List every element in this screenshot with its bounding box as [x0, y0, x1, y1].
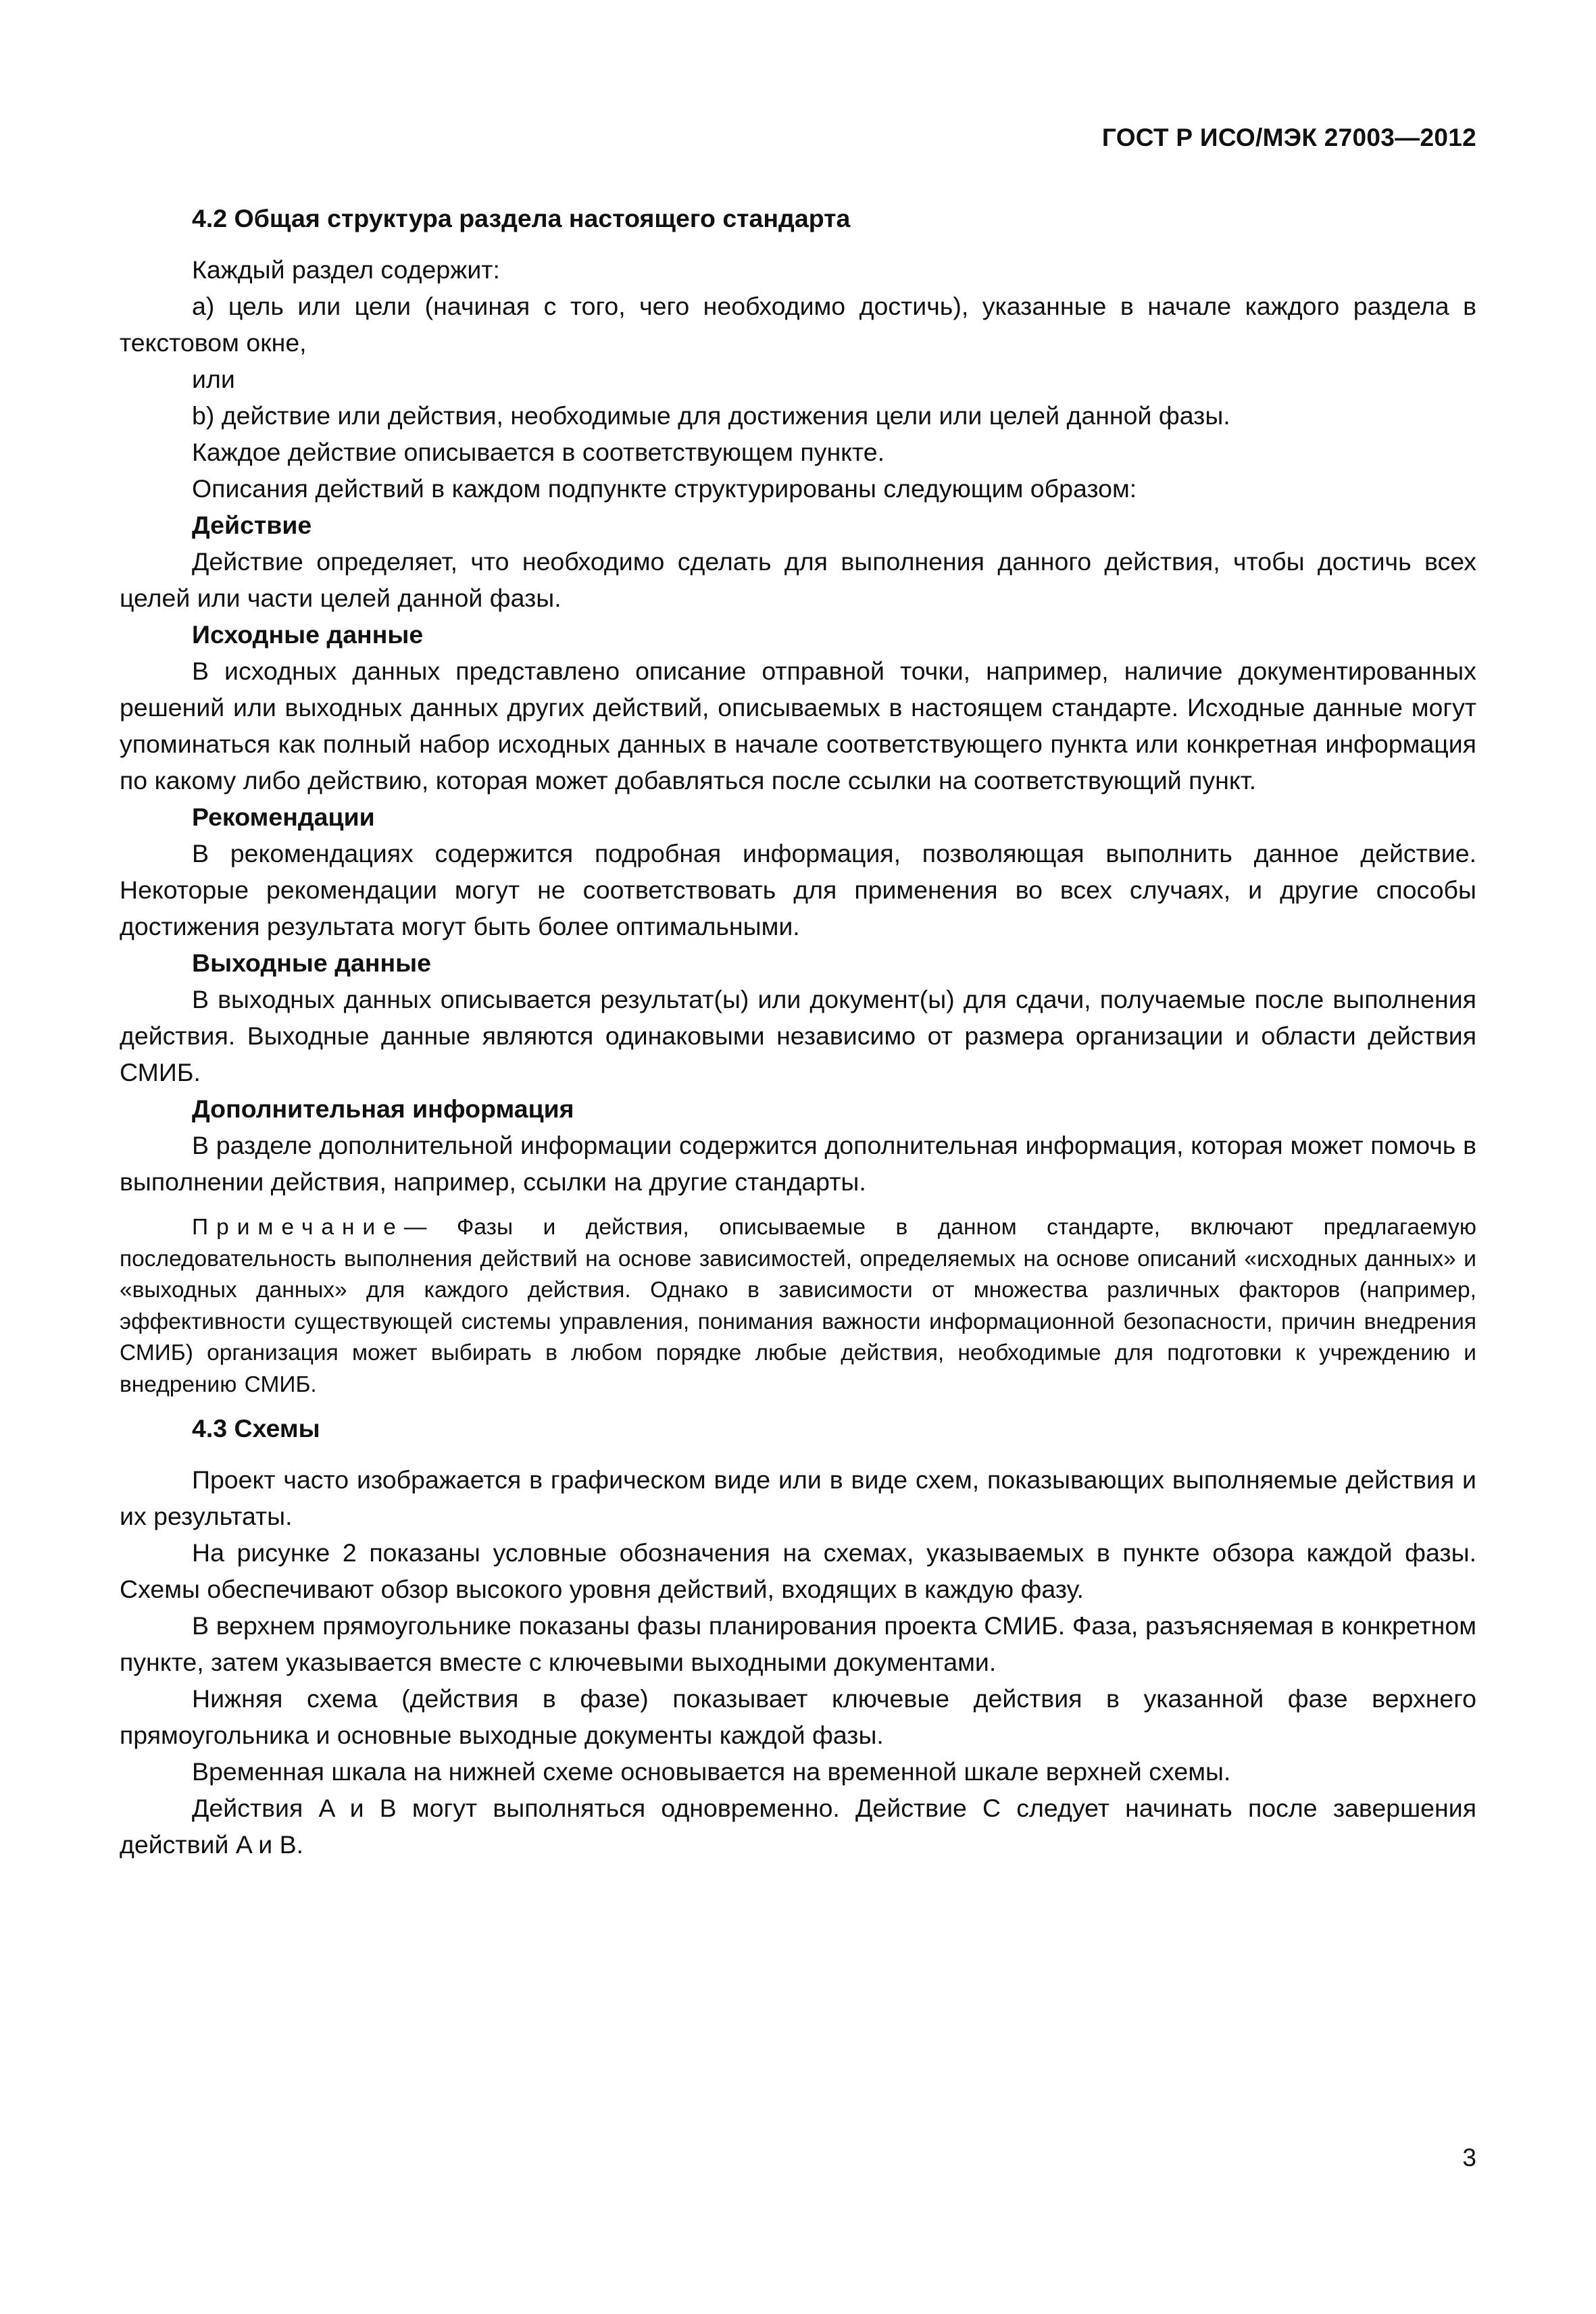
paragraph: Каждый раздел содержит:: [192, 255, 500, 284]
note: [120, 1212, 1476, 1401]
paragraph: a) цель или цели (начиная с того, чего необходимо достичь), указанные в начале каждого раздела в текстовом окне,: [120, 292, 1476, 357]
paragraph: Описания действий в каждом подпункте структурированы следующим образом:: [192, 474, 1137, 503]
note-text: — Фазы и действия, описываемые в данном стандарте, включают предлагаемую последовательность выполнения действий на основе зависимостей, определяемых на основе описаний «исходных данных» и «выходных данных» для каждого действия. Однако в зависимости от множества различных факторов (например, эффективности существующей системы управления, понимания важности информационной безопасности, причин внедрения СМИБ) организация может выбирать в любом порядке любые действия, необходимые для подготовки к учреждению и внедрению СМИБ.: [120, 1215, 1476, 1397]
section-4-3-heading: 4.3 Схемы: [192, 1414, 320, 1442]
subheading-action: Действие: [192, 511, 312, 539]
standard-header: ГОСТ Р ИСО/МЭК 27003—2012: [1101, 124, 1476, 151]
paragraph: В исходных данных представлено описание отправной точки, например, наличие документированных решений или выходных данных других действий, описываемых в настоящем стандарте. Исходные данные могут упоминаться как полный набор исходных данных в начале соответствующего пункта или конкретная информация по какому либо действию, которая может добавляться после ссылки на соответствующий пункт.: [120, 657, 1476, 795]
paragraph: Временная шкала на нижней схеме основывается на временной шкале верхней схемы.: [192, 1757, 1231, 1786]
paragraph: Нижняя схема (действия в фазе) показывает ключевые действия в указанной фазе верхнего прямоугольника и основные выходные документы каждой фазы.: [120, 1684, 1476, 1749]
subheading-output: Выходные данные: [192, 949, 432, 977]
paragraph: В рекомендациях содержится подробная информация, позволяющая выполнить данное действие. Некоторые рекомендации могут не соответствовать для применения во всех случаях, и другие способы достижения результата могут быть более оптимальными.: [120, 839, 1476, 940]
paragraph: или: [192, 365, 235, 393]
paragraph: b) действие или действия, необходимые для достижения цели или целей данной фазы.: [192, 401, 1230, 430]
paragraph: На рисунке 2 показаны условные обозначения на схемах, указываемых в пункте обзора каждой фазы. Схемы обеспечивают обзор высокого уровня действий, входящих в каждую фазу.: [120, 1538, 1476, 1603]
paragraph: Каждое действие описывается в соответствующем пункте.: [192, 438, 885, 466]
paragraph: В верхнем прямоугольнике показаны фазы планирования проекта СМИБ. Фаза, разъясняемая в конкретном пункте, затем указывается вместе с ключевыми выходными документами.: [120, 1611, 1476, 1676]
paragraph: Действия A и B могут выполняться одновременно. Действие C следует начинать после завершения действий A и B.: [120, 1794, 1476, 1859]
paragraph: Проект часто изображается в графическом виде или в виде схем, показывающих выполняемые действия и их результаты.: [120, 1465, 1476, 1530]
page-content: [120, 200, 1476, 1863]
subheading-other-information: Дополнительная информация: [192, 1095, 574, 1123]
subheading-input: Исходные данные: [192, 620, 424, 649]
paragraph: В выходных данных описывается результат(ы) или документ(ы) для сдачи, получаемые после выполнения действия. Выходные данные являются одинаковыми независимо от размера организации и области действия СМИБ.: [120, 985, 1476, 1086]
paragraph: В разделе дополнительной информации содержится дополнительная информация, которая может помочь в выполнении действия, например, ссылки на другие стандарты.: [120, 1131, 1476, 1196]
section-4-2-heading: 4.2 Общая структура раздела настоящего стандарта: [192, 204, 851, 232]
paragraph: Действие определяет, что необходимо сделать для выполнения данного действия, чтобы достичь всех целей или части целей данной фазы.: [120, 547, 1476, 612]
note-label: Примечание: [192, 1215, 404, 1240]
subheading-guidance: Рекомендации: [192, 803, 375, 831]
page-number: 3: [1462, 2144, 1476, 2171]
